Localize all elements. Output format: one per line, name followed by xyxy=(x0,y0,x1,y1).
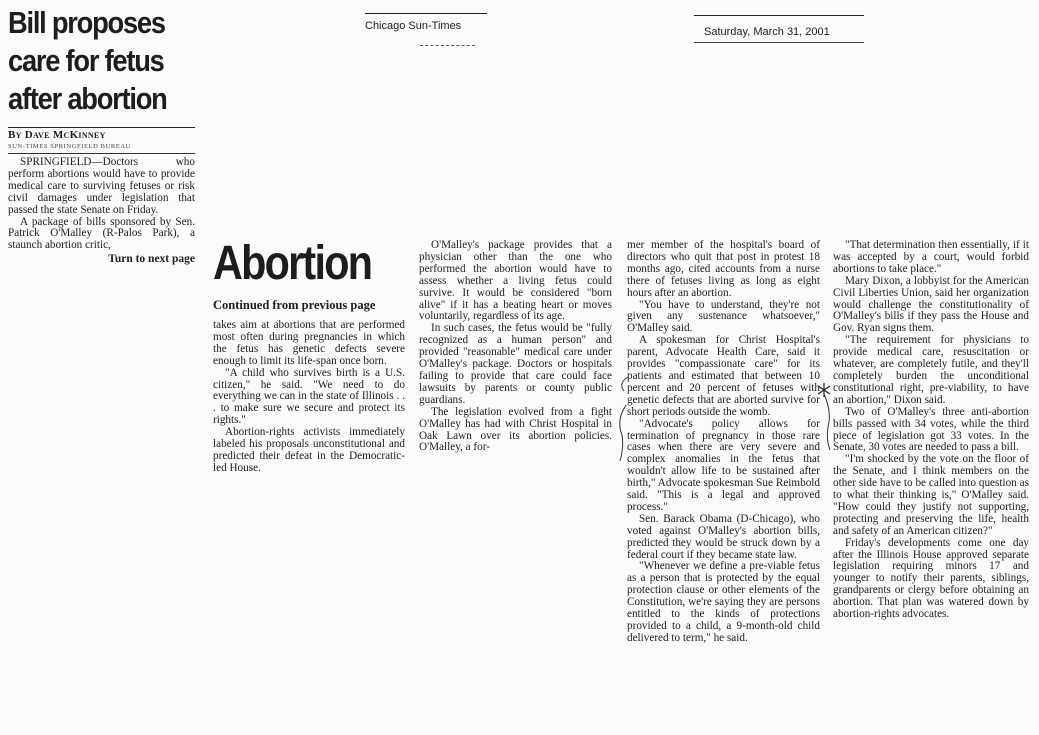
publication-label: Chicago Sun-Times xyxy=(365,20,462,32)
paragraph: Two of O'Malley's three anti-abortion bills passed with 34 votes, while the third piece of legislation got 33 votes. In the Senate, 30 votes are needed to pass a bill. xyxy=(833,405,1029,454)
paragraph: "A child who survives birth is a U.S. citizen," he said. "We need to do everything we can in the state of Illinois . . . to make sure we secure and protect its rights." xyxy=(213,366,405,427)
paragraph: The legislation evolved from a fight O'Malley has had with Christ Hospital in Oak Lawn over its abortion policies. O'Malley, a for- xyxy=(419,405,612,454)
headline-line-3: after abortion xyxy=(8,81,167,116)
turn-page-note: Turn to next page xyxy=(108,253,195,266)
paragraph: "The requirement for physicians to provide medical care, resuscitation or whatever, are completely futile, and they'll completely burden the unconditional constitutional right, pre-viability, to have an abortion," Dixon said. xyxy=(833,334,1029,406)
paragraph: Abortion-rights activists immediately labeled his proposals unconstitutional and predicted their defeat in the Democratic-led House. xyxy=(213,426,405,474)
paragraph: "You have to understand, they're not given any sustenance whatsoever," O'Malley said. xyxy=(627,298,820,335)
article-column-1 xyxy=(8,157,195,266)
headline xyxy=(8,4,180,118)
paragraph: takes aim at abortions that are performed most often during pregnancies in which the fetus has genetic defects severe enough to limit its life-span once born. xyxy=(213,319,405,367)
paragraph: Sen. Barack Obama (D-Chicago), who voted against O'Malley's abortion bills, predicted they would be struck down by a federal court if they became state law. xyxy=(627,512,820,561)
headline-rule xyxy=(8,127,195,128)
paragraph: "Advocate's policy allows for termination of pregnancy in those rare cases when there are very severe and complex anomalies in the fetus that wouldn't allow life to be sustained after birth," Advocate spokesman Sue Reimbold said. "This is a legal and approved process." xyxy=(627,417,820,513)
paragraph: "That determination then essentially, if it was accepted by a court, would forbid abortions to take place." xyxy=(833,239,1029,275)
article-column-3 xyxy=(419,240,612,454)
publication-name xyxy=(365,13,487,32)
margin-bracket-right-icon xyxy=(818,392,836,452)
article-column-5 xyxy=(833,240,1029,621)
margin-bracket-left-icon xyxy=(612,375,632,465)
paragraph: A package of bills sponsored by Sen. Patrick O'Malley (R-Palos Park), a staunch abortion critic, xyxy=(8,215,195,252)
jump-headline: Abortion xyxy=(213,237,372,290)
paragraph: O'Malley's package provides that a physician other than the one who performed the abortion would have to assess whether a living fetus could survive. It would be considered "born alive" if it has a beating heart or moves voluntarily, regardless of its age. xyxy=(419,239,612,323)
headline-line-1: Bill proposes xyxy=(8,5,165,40)
continued-note: Continued from previous page xyxy=(213,298,376,312)
paragraph: mer member of the hospital's board of directors who quit that post in protest 18 months ago, cited accounts from a nurse there of fetuses living as long as eight hours after an abortion. xyxy=(627,239,820,299)
paragraph: In such cases, the fetus would be "fully recognized as a human person" and provided "reasonable" medical care under O'Malley's package. Doctors or hospitals failing to provide that care could face lawsuits by parents or county public guardians. xyxy=(419,322,612,406)
paragraph: SPRINGFIELD—Doctors who perform abortions would have to provide medical care to surviving fetuses or risk civil damages under legislation that passed the state Senate on Friday. xyxy=(8,156,195,216)
headline-line-2: care for fetus xyxy=(8,43,164,78)
byline-bureau: SUN-TIMES SPRINGFIELD BUREAU xyxy=(8,143,131,150)
article-column-4 xyxy=(627,240,820,645)
byline-author: By Dave McKinney xyxy=(8,129,106,141)
paragraph: A spokesman for Christ Hospital's parent, Advocate Health Care, said it provides "compassionate care" for its patients and estimated that between 10 percent and 20 percent of fetuses with genetic defects that are aborted survive for short periods outside the womb. xyxy=(627,334,820,418)
byline-rule xyxy=(8,153,195,154)
article-column-2 xyxy=(213,320,405,475)
paragraph: "I'm shocked by the vote on the floor of the Senate, and I think members on the other side have to be called into question as to what their thinking is," O'Malley said. "How could they justify not supporting, protecting and preserving the life, health and safety of an American citizen?" xyxy=(833,453,1029,537)
publication-underline xyxy=(420,45,475,46)
publication-date: Saturday, March 31, 2001 xyxy=(694,15,864,43)
paragraph: Mary Dixon, a lobbyist for the American Civil Liberties Union, said her organization would challenge the constitutionality of O'Malley's bills if they pass the House and Gov. Ryan signs them. xyxy=(833,274,1029,335)
paragraph: "Whenever we define a pre-viable fetus as a person that is protected by the equal protection clause or other elements of the Constitution, we're saying they are persons entitled to the kinds of protections provided to a child, a 9-month-old child delivered to term," he said. xyxy=(627,560,820,644)
asterisk-icon xyxy=(816,382,832,398)
paragraph: Friday's developments come one day after the Illinois House approved separate legislation requiring minors 17 and younger to notify their parents, siblings, grandparents or clergy before obtaining an abortion. That plan was watered down by abortion-rights advocates. xyxy=(833,536,1029,621)
